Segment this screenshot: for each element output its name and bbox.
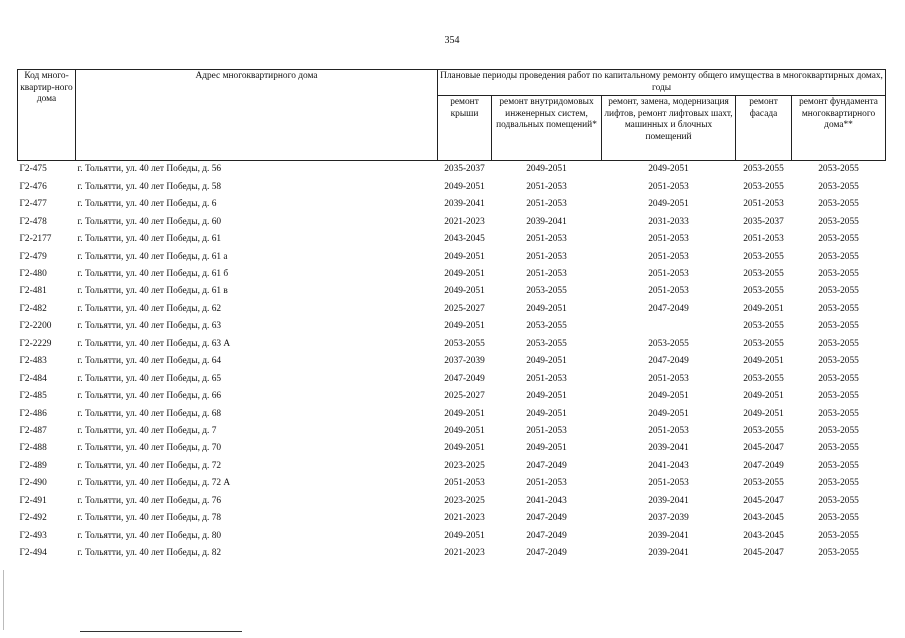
row-code: Г2-487 <box>19 425 47 436</box>
row-systems-period: 2049-2051 <box>526 391 567 402</box>
page-number: 354 <box>444 35 460 46</box>
table-row <box>18 161 886 179</box>
table-row <box>18 196 886 213</box>
table-row <box>18 388 886 405</box>
row-code: Г2-483 <box>19 356 47 367</box>
row-address: г. Тольятти, ул. 40 лет Победы, д. 66 <box>77 391 222 402</box>
row-roof-period: 2037-2039 <box>444 356 485 367</box>
row-elevators-period: 2039-2041 <box>648 530 689 541</box>
row-foundation-period: 2053-2055 <box>818 425 859 436</box>
footnote-rule <box>80 631 242 632</box>
row-elevators-period: 2039-2041 <box>648 495 689 506</box>
row-elevators-period: 2031-2033 <box>648 216 689 227</box>
row-roof-period: 2023-2025 <box>444 460 485 471</box>
table-row <box>18 493 886 510</box>
row-roof-period: 2023-2025 <box>444 495 485 506</box>
header-facade: ремонт фасада <box>736 96 792 161</box>
row-address: г. Тольятти, ул. 40 лет Победы, д. 60 <box>77 216 222 227</box>
table-row <box>18 179 886 196</box>
row-systems-period: 2051-2053 <box>526 199 567 210</box>
row-elevators-period: 2053-2055 <box>648 338 689 349</box>
row-foundation-period: 2053-2055 <box>818 548 859 559</box>
row-code: Г2-488 <box>19 443 47 454</box>
row-roof-period: 2043-2045 <box>444 234 485 245</box>
row-systems-period: 2049-2051 <box>526 303 567 314</box>
row-facade-period: 2045-2047 <box>743 495 784 506</box>
row-systems-period: 2047-2049 <box>526 513 567 524</box>
header-address: Адрес многоквартирного дома <box>76 70 438 161</box>
row-roof-period: 2021-2023 <box>444 548 485 559</box>
row-systems-period: 2053-2055 <box>526 286 567 297</box>
row-facade-period: 2051-2053 <box>743 199 784 210</box>
row-foundation-period: 2053-2055 <box>818 286 859 297</box>
row-address: г. Тольятти, ул. 40 лет Победы, д. 6 <box>77 199 217 210</box>
row-elevators-period: 2051-2053 <box>648 286 689 297</box>
row-address: г. Тольятти, ул. 40 лет Победы, д. 65 <box>77 373 222 384</box>
row-address: г. Тольятти, ул. 40 лет Победы, д. 62 <box>77 303 222 314</box>
row-code: Г2-480 <box>19 269 47 280</box>
row-code: Г2-492 <box>19 513 47 524</box>
row-code: Г2-484 <box>19 373 47 384</box>
row-foundation-period: 2053-2055 <box>818 181 859 192</box>
row-facade-period: 2049-2051 <box>743 408 784 419</box>
row-roof-period: 2049-2051 <box>444 251 485 262</box>
row-address: г. Тольятти, ул. 40 лет Победы, д. 58 <box>77 181 222 192</box>
row-address: г. Тольятти, ул. 40 лет Победы, д. 63 <box>77 321 222 332</box>
row-systems-period: 2051-2053 <box>526 269 567 280</box>
table-row <box>18 458 886 475</box>
row-address: г. Тольятти, ул. 40 лет Победы, д. 68 <box>77 408 222 419</box>
row-foundation-period: 2053-2055 <box>818 530 859 541</box>
row-systems-period: 2047-2049 <box>526 460 567 471</box>
row-address: г. Тольятти, ул. 40 лет Победы, д. 80 <box>77 530 222 541</box>
table-row <box>18 266 886 283</box>
header-roof: ремонт крыши <box>438 96 492 161</box>
row-code: Г2-475 <box>19 164 47 175</box>
row-foundation-period: 2053-2055 <box>818 460 859 471</box>
row-foundation-period: 2053-2055 <box>818 408 859 419</box>
row-facade-period: 2053-2055 <box>743 181 784 192</box>
row-systems-period: 2053-2055 <box>526 338 567 349</box>
row-systems-period: 2051-2053 <box>526 478 567 489</box>
row-systems-period: 2051-2053 <box>526 425 567 436</box>
row-code: Г2-491 <box>19 495 47 506</box>
row-elevators-period: 2051-2053 <box>648 373 689 384</box>
row-foundation-period: 2053-2055 <box>818 478 859 489</box>
row-code: Г2-489 <box>19 460 47 471</box>
table-row <box>18 440 886 457</box>
row-code: Г2-481 <box>19 286 47 297</box>
row-foundation-period: 2053-2055 <box>818 234 859 245</box>
row-facade-period: 2045-2047 <box>743 443 784 454</box>
header-code: Код много-квартир-ного дома <box>18 70 76 161</box>
row-elevators-period: 2039-2041 <box>648 443 689 454</box>
row-facade-period: 2053-2055 <box>743 164 784 175</box>
row-facade-period: 2049-2051 <box>743 391 784 402</box>
table-row <box>18 318 886 335</box>
row-facade-period: 2047-2049 <box>743 460 784 471</box>
row-systems-period: 2047-2049 <box>526 548 567 559</box>
row-foundation-period: 2053-2055 <box>818 495 859 506</box>
row-foundation-period: 2053-2055 <box>818 269 859 280</box>
row-systems-period: 2053-2055 <box>526 321 567 332</box>
row-facade-period: 2049-2051 <box>743 303 784 314</box>
row-foundation-period: 2053-2055 <box>818 199 859 210</box>
row-systems-period: 2051-2053 <box>526 373 567 384</box>
row-address: г. Тольятти, ул. 40 лет Победы, д. 56 <box>77 164 222 175</box>
row-facade-period: 2045-2047 <box>743 548 784 559</box>
table-row <box>18 214 886 231</box>
row-address: г. Тольятти, ул. 40 лет Победы, д. 7 <box>77 425 217 436</box>
row-roof-period: 2049-2051 <box>444 408 485 419</box>
row-code: Г2-478 <box>19 216 47 227</box>
row-facade-period: 2035-2037 <box>743 216 784 227</box>
row-roof-period: 2051-2053 <box>444 478 485 489</box>
row-foundation-period: 2053-2055 <box>818 164 859 175</box>
row-code: Г2-2200 <box>19 321 52 332</box>
row-code: Г2-490 <box>19 478 47 489</box>
table-row <box>18 231 886 248</box>
row-roof-period: 2039-2041 <box>444 199 485 210</box>
table-row <box>18 527 886 544</box>
row-roof-period: 2049-2051 <box>444 286 485 297</box>
row-code: Г2-482 <box>19 303 47 314</box>
page-edge-line <box>3 570 4 630</box>
row-elevators-period: 2047-2049 <box>648 356 689 367</box>
row-code: Г2-494 <box>19 548 47 559</box>
row-facade-period: 2053-2055 <box>743 269 784 280</box>
row-address: г. Тольятти, ул. 40 лет Победы, д. 64 <box>77 356 222 367</box>
table-row <box>18 423 886 440</box>
row-roof-period: 2049-2051 <box>444 321 485 332</box>
row-roof-period: 2025-2027 <box>444 303 485 314</box>
header-periods: Плановые периоды проведения работ по капитальному ремонту общего имущества в многоквартирных домах, годы <box>438 70 886 96</box>
row-foundation-period: 2053-2055 <box>818 513 859 524</box>
header-systems: ремонт внутридомовых инженерных систем, подвальных помещений* <box>492 96 602 161</box>
row-foundation-period: 2053-2055 <box>818 373 859 384</box>
row-elevators-period: 2049-2051 <box>648 199 689 210</box>
row-elevators-period <box>602 318 736 335</box>
table-row <box>18 475 886 492</box>
row-roof-period: 2049-2051 <box>444 181 485 192</box>
row-systems-period: 2047-2049 <box>526 530 567 541</box>
row-systems-period: 2049-2051 <box>526 408 567 419</box>
row-elevators-period: 2051-2053 <box>648 269 689 280</box>
row-systems-period: 2049-2051 <box>526 164 567 175</box>
row-facade-period: 2053-2055 <box>743 478 784 489</box>
row-code: Г2-493 <box>19 530 47 541</box>
row-foundation-period: 2053-2055 <box>818 391 859 402</box>
table-row <box>18 510 886 527</box>
table-row <box>18 336 886 353</box>
table-row <box>18 283 886 300</box>
header-foundation: ремонт фундамента многоквартирного дома** <box>792 96 886 161</box>
row-systems-period: 2051-2053 <box>526 181 567 192</box>
row-roof-period: 2025-2027 <box>444 391 485 402</box>
row-address: г. Тольятти, ул. 40 лет Победы, д. 78 <box>77 513 222 524</box>
row-facade-period: 2043-2045 <box>743 513 784 524</box>
row-address: г. Тольятти, ул. 40 лет Победы, д. 70 <box>77 443 222 454</box>
row-elevators-period: 2051-2053 <box>648 181 689 192</box>
row-code: Г2-479 <box>19 251 47 262</box>
row-roof-period: 2047-2049 <box>444 373 485 384</box>
row-facade-period: 2053-2055 <box>743 251 784 262</box>
row-roof-period: 2053-2055 <box>444 338 485 349</box>
row-roof-period: 2049-2051 <box>444 425 485 436</box>
row-address: г. Тольятти, ул. 40 лет Победы, д. 61 а <box>77 251 228 262</box>
row-roof-period: 2021-2023 <box>444 513 485 524</box>
row-foundation-period: 2053-2055 <box>818 251 859 262</box>
row-systems-period: 2049-2051 <box>526 356 567 367</box>
row-facade-period: 2053-2055 <box>743 373 784 384</box>
row-elevators-period: 2037-2039 <box>648 513 689 524</box>
row-elevators-period: 2049-2051 <box>648 408 689 419</box>
row-systems-period: 2039-2041 <box>526 216 567 227</box>
row-address: г. Тольятти, ул. 40 лет Победы, д. 72 <box>77 460 222 471</box>
row-roof-period: 2049-2051 <box>444 530 485 541</box>
row-address: г. Тольятти, ул. 40 лет Победы, д. 82 <box>77 548 222 559</box>
row-elevators-period: 2051-2053 <box>648 425 689 436</box>
row-address: г. Тольятти, ул. 40 лет Победы, д. 61 <box>77 234 222 245</box>
row-address: г. Тольятти, ул. 40 лет Победы, д. 61 б <box>77 269 229 280</box>
row-roof-period: 2049-2051 <box>444 269 485 280</box>
row-roof-period: 2049-2051 <box>444 443 485 454</box>
table-row <box>18 301 886 318</box>
row-foundation-period: 2053-2055 <box>818 356 859 367</box>
table-row <box>18 545 886 562</box>
row-foundation-period: 2053-2055 <box>818 321 859 332</box>
capital-repair-table <box>17 69 886 562</box>
row-elevators-period: 2039-2041 <box>648 548 689 559</box>
row-code: Г2-477 <box>19 199 47 210</box>
row-address: г. Тольятти, ул. 40 лет Победы, д. 61 в <box>77 286 228 297</box>
row-systems-period: 2041-2043 <box>526 495 567 506</box>
row-foundation-period: 2053-2055 <box>818 443 859 454</box>
row-roof-period: 2035-2037 <box>444 164 485 175</box>
row-code: Г2-486 <box>19 408 47 419</box>
header-elevators: ремонт, замена, модернизация лифтов, ремонт лифтовых шахт, машинных и блочных помещений <box>602 96 736 161</box>
row-elevators-period: 2049-2051 <box>648 391 689 402</box>
row-systems-period: 2051-2053 <box>526 234 567 245</box>
row-code: Г2-2177 <box>19 234 52 245</box>
row-elevators-period: 2051-2053 <box>648 478 689 489</box>
row-roof-period: 2021-2023 <box>444 216 485 227</box>
table-row <box>18 248 886 265</box>
row-elevators-period: 2041-2043 <box>648 460 689 471</box>
table-row <box>18 405 886 422</box>
row-address: г. Тольятти, ул. 40 лет Победы, д. 63 А <box>77 338 231 349</box>
table-row <box>18 370 886 387</box>
row-facade-period: 2053-2055 <box>743 338 784 349</box>
row-code: Г2-485 <box>19 391 47 402</box>
table-row <box>18 353 886 370</box>
row-address: г. Тольятти, ул. 40 лет Победы, д. 76 <box>77 495 222 506</box>
row-foundation-period: 2053-2055 <box>818 338 859 349</box>
row-foundation-period: 2053-2055 <box>818 216 859 227</box>
row-systems-period: 2051-2053 <box>526 251 567 262</box>
row-facade-period: 2049-2051 <box>743 356 784 367</box>
row-elevators-period: 2051-2053 <box>648 251 689 262</box>
row-elevators-period: 2049-2051 <box>648 164 689 175</box>
row-code: Г2-476 <box>19 181 47 192</box>
row-foundation-period: 2053-2055 <box>818 303 859 314</box>
row-address: г. Тольятти, ул. 40 лет Победы, д. 72 А <box>77 478 231 489</box>
row-facade-period: 2053-2055 <box>743 425 784 436</box>
row-facade-period: 2053-2055 <box>743 286 784 297</box>
table-header <box>18 70 886 161</box>
row-code: Г2-2229 <box>19 338 52 349</box>
table-body <box>18 161 886 563</box>
row-elevators-period: 2047-2049 <box>648 303 689 314</box>
row-elevators-period: 2051-2053 <box>648 234 689 245</box>
row-facade-period: 2043-2045 <box>743 530 784 541</box>
row-facade-period: 2053-2055 <box>743 321 784 332</box>
row-systems-period: 2049-2051 <box>526 443 567 454</box>
row-facade-period: 2051-2053 <box>743 234 784 245</box>
